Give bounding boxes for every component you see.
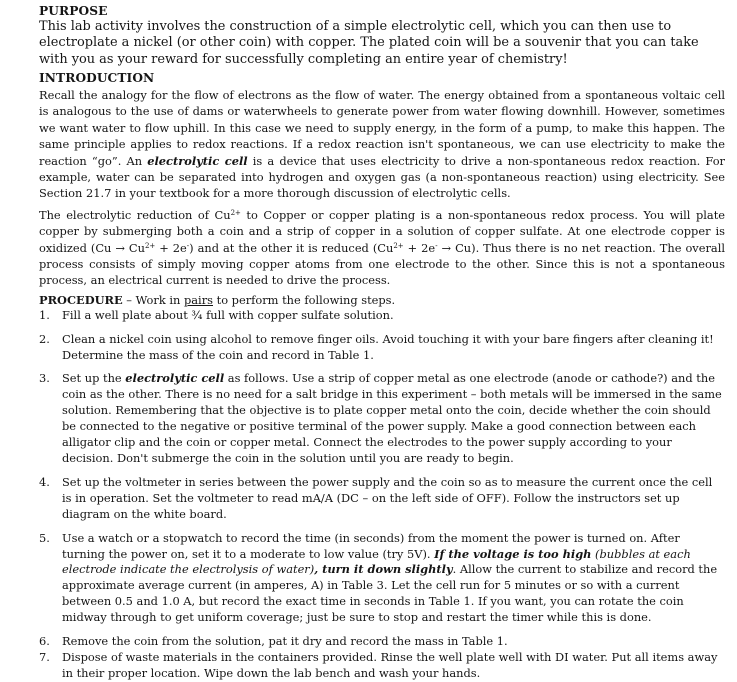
- intro-p2-text-d: ) and at the other it is reduced (Cu: [189, 240, 394, 255]
- intro-p2-text-a: The electrolytic reduction of Cu: [39, 207, 231, 222]
- step-text-a: Set up the: [62, 371, 126, 386]
- intro-electrolytic-cell-term: electrolytic cell: [147, 153, 248, 168]
- introduction-paragraph-2: [39, 207, 725, 289]
- procedure-step: [39, 332, 725, 364]
- charge-superscript: -: [186, 241, 190, 250]
- purpose-paragraph: This lab activity involves the construction of a simple electrolytic cell, which you can then use to electroplate a nickel (or other coin) with copper. The plated coin will be a souvenir that you can take with you as your reward for successfully completing an entire year of chemistry!: [39, 19, 699, 67]
- purpose-heading: PURPOSE: [39, 4, 108, 18]
- step-number: 7.: [39, 649, 50, 664]
- step-text: Remove the coin from the solution, pat it dry and record the mass in Table 1.: [62, 634, 508, 649]
- step-number: 2.: [39, 331, 50, 346]
- introduction-heading: INTRODUCTION: [39, 70, 155, 85]
- step-text: Clean a nickel coin using alcohol to remove finger oils. Avoid touching it with your bare fingers after cleaning it! Determine the mass of the coin and record in Table 1.: [62, 331, 714, 362]
- step-voltage-warning: If the voltage is too high: [434, 546, 592, 561]
- intro-p2-text-c: + 2e: [155, 240, 187, 255]
- step-text-b: as follows. Use a strip of copper metal as one electrode (anode or cathode?) and the coin as the other. There is no need for a salt bridge in this experiment – both metals will be immersed in the same solution. Remembering that the objective is to plate copper metal onto the coin, decide whether the coin should be connected to the negative or positive terminal of the power supply. Make a good connection between each alligator clip and the coin or copper metal. Connect the electrodes to the power supply according to your decision. Don't submerge the coin in the solution until you are ready to begin.: [62, 371, 722, 466]
- step-text: Fill a well plate about ¾ full with copper sulfate solution.: [62, 307, 394, 322]
- step-number: 5.: [39, 530, 50, 545]
- intro-p2-text-b: to Copper or copper plating is a non-spontaneous redox process. You will plate copper by submerging both a coin and a strip of copper in a solution of copper sulfate. At one electrode copper is oxidized (Cu → Cu: [39, 207, 726, 255]
- intro-p2-text-e: + 2e: [403, 240, 436, 255]
- introduction-section: [39, 71, 725, 289]
- charge-superscript: 2+: [144, 241, 156, 250]
- charge-superscript: 2+: [393, 241, 404, 250]
- procedure-intro-underlined: pairs: [183, 292, 213, 307]
- procedure-intro: [39, 293, 725, 307]
- procedure-step: [39, 650, 725, 682]
- step-electrolytic-cell-term: electrolytic cell: [125, 371, 225, 386]
- procedure-step: [39, 531, 725, 626]
- step-text-b: . Allow the current to stabilize and record the approximate average current (in amperes, A) in Table 3. Let the cell run for 5 minutes or so with a current between 0.5 and 1.0 A, but record the exact time in seconds in Table 1. If you want, you can rotate the coin midway through to get uniform coverage; just be sure to stop and restart the timer while this is done.: [62, 562, 718, 625]
- procedure-step: [39, 371, 725, 466]
- procedure-step: [39, 308, 725, 324]
- step-text: Set up the voltmeter in series between the power supply and the coin so as to measure the current once the cell is in operation. Set the voltmeter to read mA/A (DC – on the left side of OFF). Follow the instructors set up diagram on the white board.: [62, 474, 713, 521]
- procedure-intro-text-b: to perform the following steps.: [213, 292, 396, 307]
- charge-superscript: 2+: [230, 208, 241, 217]
- procedure-steps-list: [39, 308, 725, 682]
- procedure-step: [39, 475, 725, 523]
- step-turn-down-instruction: , turn it down slightly: [314, 562, 453, 577]
- charge-superscript: -: [435, 241, 438, 250]
- intro-p2-text-f: → Cu). Thus there is no net reaction. The overall process consists of simply moving copper atoms from one electrode to the other. Since this is not a spontaneous process, an electrical current is needed to drive the process.: [39, 240, 725, 288]
- procedure-step: [39, 634, 725, 650]
- step-number: 6.: [39, 634, 50, 649]
- step-text: Dispose of waste materials in the containers provided. Rinse the well plate well with DI water. Put all items away in their proper location. Wipe down the lab bench and wash your hands.: [62, 649, 718, 680]
- procedure-intro-text-a: – Work in: [122, 292, 184, 307]
- purpose-section: [39, 4, 725, 68]
- step-number: 1.: [39, 307, 50, 322]
- introduction-paragraph-1: [39, 87, 725, 202]
- step-electrolysis-note: (bubbles at each electrode indicate the electrolysis of water): [62, 546, 691, 577]
- intro-p1-text-b: is a device that uses electricity to drive a non-spontaneous redox reaction. For example, water can be separated into hydrogen and oxygen gas (a non-spontaneous reaction) using electricity. See Section 21.7 in your textbook for a more thorough discussion of electrolytic cells.: [39, 153, 726, 201]
- procedure-heading: PROCEDURE: [39, 292, 123, 307]
- intro-p1-text-a: Recall the analogy for the flow of electrons as the flow of water. The energy obtained from a spontaneous voltaic cell is analogous to the use of dams or waterwheels to generate power from water flowing downhill. However, sometimes we want water to flow uphill. In this case we need to supply energy, in the form of a pump, to make this happen. The same principle applies to redox reactions. If a redox reaction isn't spontaneous, we can use electricity to make the reaction “go”. An: [39, 87, 725, 168]
- step-number: 3.: [39, 371, 50, 386]
- step-text-a: Use a watch or a stopwatch to record the time (in seconds) from the moment the power is turned on. After turning the power on, set it to a moderate to low value (try 5V).: [62, 530, 680, 561]
- procedure-section: [39, 293, 725, 682]
- step-number: 4.: [39, 474, 50, 489]
